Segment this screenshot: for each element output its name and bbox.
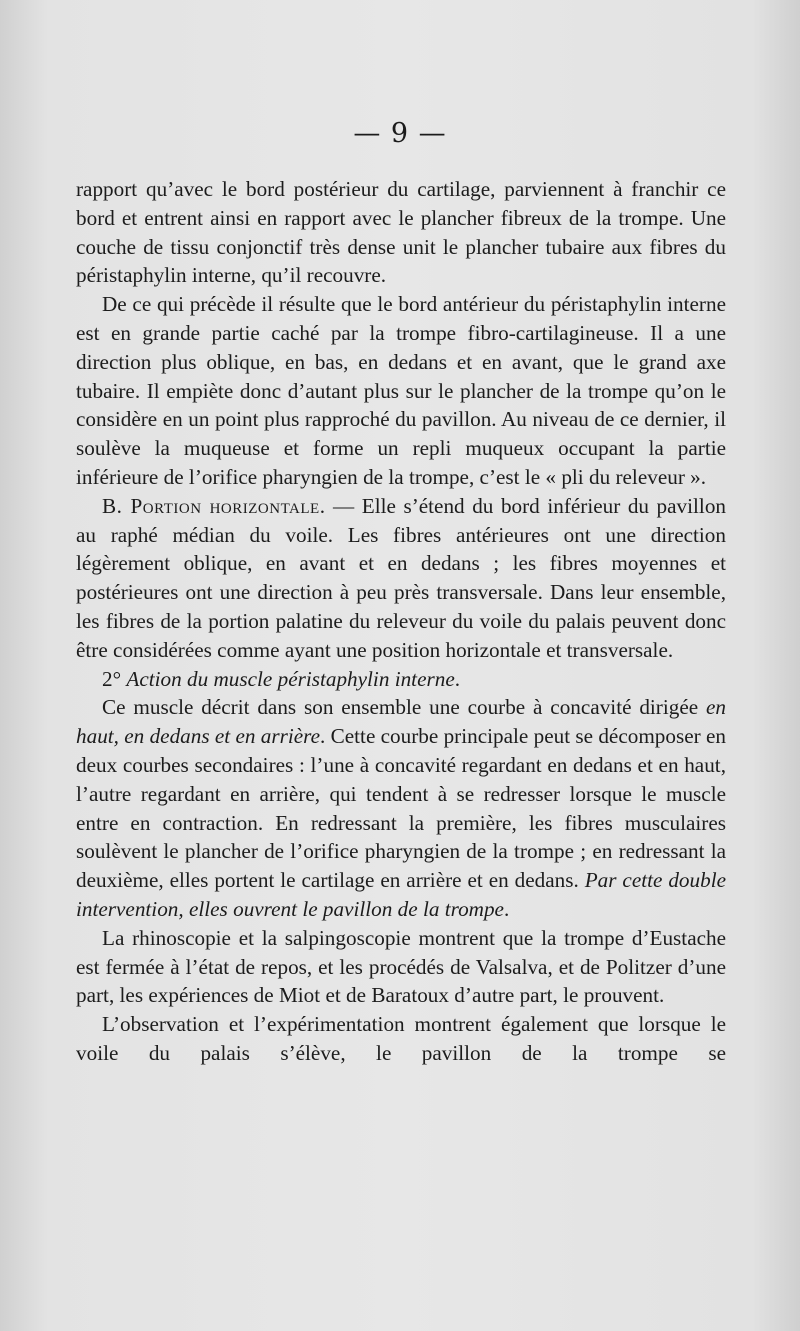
paragraph-5-part-2: . Cette courbe principale peut se décomposer en deux courbes secondaires : l’une à concavité regardant en dedans et en haut, l’autre regardant en arrière, qui tendent à se redresser lorsque le muscle entre en contraction. En redressant la première, les fibres musculaires soulèvent le plancher de l’orifice pharyngien de la trompe ; en redressant la deuxième, elles portent le cartilage en arrière et en dedans. [76,724,727,893]
paragraph-6: La rhinoscopie et la salpingoscopie montrent que la trompe d’Eustache est fermée à l’état de repos, et les procédés de Valsalva, et de Politzer d’une part, les expériences de Miot et de Baratoux d’autre part, le prouvent. [76,925,726,1008]
section-title-period: . [454,666,461,691]
paragraph-5 [76,693,726,923]
paragraph-7: L’observation et l’expérimentation montrent également que lorsque le voile du palais s’élève, le pavillon de la trompe se [76,1012,726,1065]
paragraph-4-heading [76,665,726,694]
paragraph-5-italic-1: en haut, en dedans et en arrière [76,695,726,749]
section-title-action: Action du muscle péristaphylin interne [126,666,455,691]
paragraph-5-part-1: Ce muscle décrit dans son ensemble une courbe à concavité dirigée [102,695,706,720]
section-number: 2° [102,666,127,691]
paragraph-1: rapport qu’avec le bord postérieur du cartilage, parviennent à franchir ce bord et entrent ainsi en rapport avec le plancher fibreux de la trompe. Une couche de tissu conjonctif très dense unit le plancher tubaire aux fibres du péristaphylin interne, qu’il recouvre. [76,177,726,288]
body-text [76,175,726,1068]
paragraph-3 [76,492,726,665]
paragraph-2: De ce qui précède il résulte que le bord antérieur du péristaphylin interne est en grande partie caché par la trompe fibro-cartilagineuse. Il a une direction plus oblique, en bas, en dedans et en avant, que le grand axe tubaire. Il empiète donc d’autant plus sur le plancher de la trompe qu’on le considère en un point plus rapproché du pavillon. Au niveau de ce dernier, il soulève la muqueuse et forme un repli muqueux occupant la partie inférieure de l’orifice pharyngien de la trompe, c’est le « pli du releveur ». [76,292,726,489]
paragraph-5-part-3: . [503,896,510,921]
page-number: — 9 — [353,118,447,149]
section-heading-portion-horizontale: B. Portion horizontale. [102,493,326,518]
paragraph-3-text: — Elle s’étend du bord inférieur du pavillon au raphé médian du voile. Les fibres antérieures ont une direction légèrement oblique, en avant et en dedans ; les fibres moyennes et postérieures ont une direction à peu près transversale. Dans leur ensemble, les fibres de la portion palatine du releveur du voile du palais peuvent donc être considérées comme ayant une position horizontale et transversale. [76,493,727,662]
paragraph-5-italic-2: Par cette double intervention, elles ouvrent le pavillon de la trompe [76,868,726,921]
